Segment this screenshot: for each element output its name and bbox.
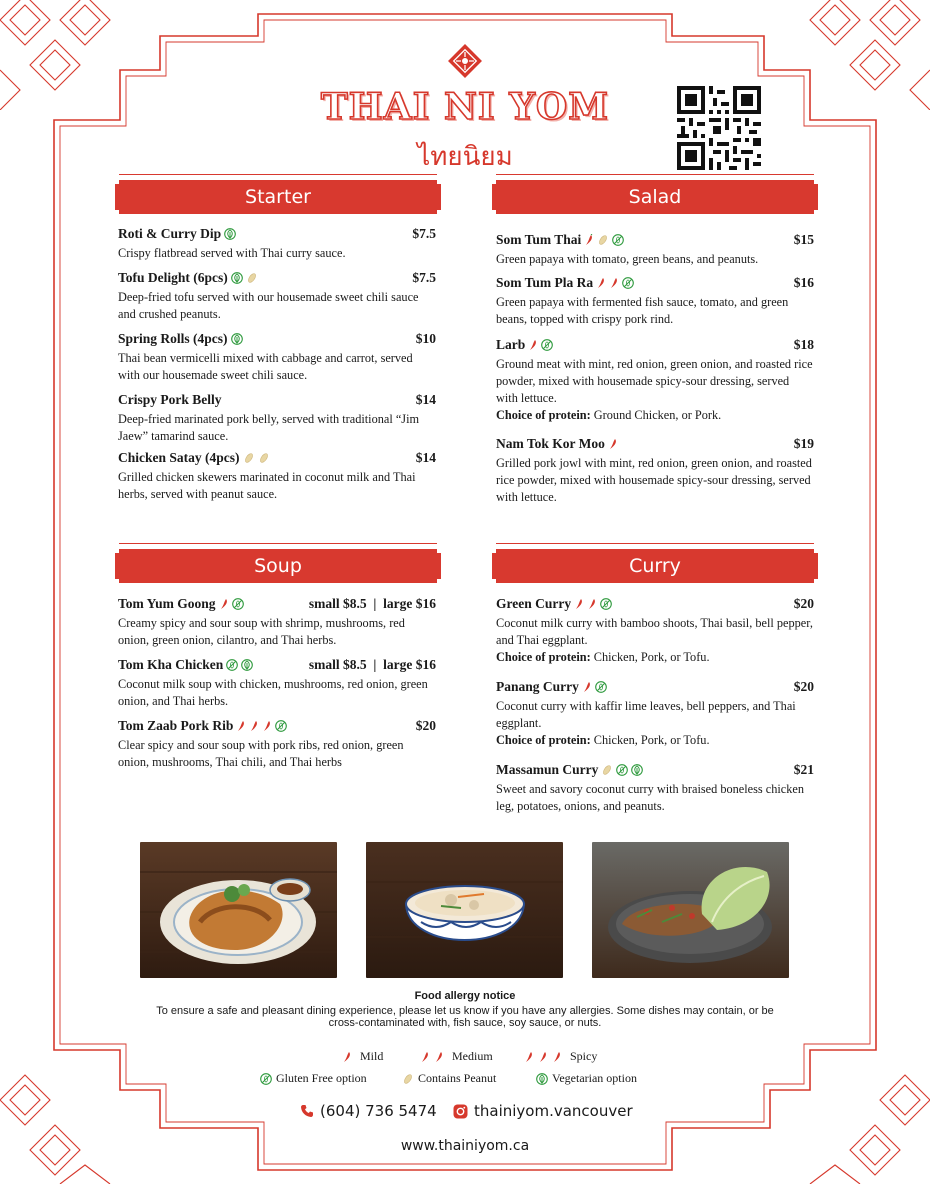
peanut-icon bbox=[258, 452, 270, 464]
chili-icon bbox=[236, 720, 246, 732]
menu-item bbox=[118, 656, 436, 710]
item-name: Tom Zaab Pork Rib bbox=[118, 718, 234, 733]
item-description: Crispy flatbread served with Thai curry sauce. bbox=[118, 246, 346, 260]
menu-item bbox=[118, 269, 436, 323]
item-price: $20 bbox=[415, 718, 436, 733]
chili-icon bbox=[219, 598, 229, 610]
item-description: Ground meat with mint, red onion, green onion, and roasted rice powder, mixed with housemade spicy-sour dressing, served with lettuce. bbox=[496, 357, 813, 405]
chili-icon bbox=[528, 339, 538, 351]
gluten-free-icon bbox=[612, 234, 624, 246]
food-photo-tom-kha-soup bbox=[366, 842, 563, 978]
instagram-handle: thainiyom.vancouver bbox=[474, 1102, 633, 1120]
vegetarian-icon bbox=[231, 333, 243, 345]
item-price: $16 bbox=[793, 275, 814, 290]
item-name: Tom Kha Chicken bbox=[118, 657, 224, 672]
item-price: $10 bbox=[415, 331, 436, 346]
gluten-free-icon bbox=[600, 598, 612, 610]
corner-ornament-bottom-left bbox=[0, 1070, 130, 1184]
vegetarian-icon bbox=[231, 272, 243, 284]
corner-ornament-top-left bbox=[0, 0, 130, 110]
item-description: Coconut curry with kaffir lime leaves, bell peppers, and Thai eggplant. bbox=[496, 699, 796, 730]
chili-icon bbox=[552, 1051, 562, 1063]
item-description: Clear spicy and sour soup with pork ribs, red onion, green onion, mushrooms, Thai chili, and Thai herbs bbox=[118, 738, 404, 769]
menu-item bbox=[496, 435, 814, 506]
item-name: Som Tum Pla Ra bbox=[496, 275, 594, 290]
peanut-icon bbox=[597, 234, 609, 246]
gluten-free-icon bbox=[616, 764, 628, 776]
chili-icon bbox=[582, 681, 592, 693]
item-name: Panang Curry bbox=[496, 679, 579, 694]
gluten-free-icon bbox=[260, 1073, 272, 1085]
item-price: $20 bbox=[793, 679, 814, 694]
legend-peanut: Contains Peanut bbox=[402, 1071, 496, 1086]
protein-choice: Choice of protein: Chicken, Pork, or Tofu. bbox=[496, 733, 710, 747]
item-description: Deep-fried marinated pork belly, served with traditional “Jim Jaew” tamarind sauce. bbox=[118, 412, 420, 443]
peanut-icon bbox=[402, 1073, 414, 1085]
item-name: Green Curry bbox=[496, 596, 572, 611]
gluten-free-icon bbox=[541, 339, 553, 351]
gluten-free-icon bbox=[226, 659, 238, 671]
item-name: Tofu Delight (6pcs) bbox=[118, 270, 228, 285]
website-link[interactable]: www.thainiyom.ca bbox=[400, 1138, 530, 1154]
menu-item bbox=[496, 274, 814, 328]
menu-item bbox=[496, 336, 814, 424]
chili-icon bbox=[574, 598, 584, 610]
item-price: $7.5 bbox=[412, 270, 436, 285]
gluten-free-icon bbox=[275, 720, 287, 732]
item-name: Nam Tok Kor Moo bbox=[496, 436, 605, 451]
phone-number: (604) 736 5474 bbox=[320, 1102, 437, 1120]
menu-item bbox=[118, 595, 436, 649]
phone-icon bbox=[300, 1104, 314, 1118]
vegetarian-icon bbox=[631, 764, 643, 776]
legend-vegetarian: Vegetarian option bbox=[536, 1071, 637, 1086]
section-header-soup: Soup bbox=[119, 549, 437, 583]
restaurant-name: THAI NI YOM bbox=[320, 86, 610, 128]
protein-choice: Choice of protein: Chicken, Pork, or Tofu. bbox=[496, 650, 710, 664]
peanut-icon bbox=[246, 272, 258, 284]
item-price: $15 bbox=[793, 232, 814, 247]
corner-ornament-bottom-right bbox=[790, 1070, 930, 1184]
chili-icon bbox=[609, 277, 619, 289]
chili-icon bbox=[584, 234, 594, 246]
allergy-notice-text: To ensure a safe and pleasant dining experience, please let us know if you have any allergies. Some dishes may contain, or be cross-contaminated with, fish sauce, soy sauce, or nuts. bbox=[156, 1005, 774, 1029]
chili-icon bbox=[420, 1051, 430, 1063]
chili-icon bbox=[596, 277, 606, 289]
item-price: $7.5 bbox=[412, 226, 436, 241]
vegetarian-icon bbox=[241, 659, 253, 671]
item-description: Grilled pork jowl with mint, red onion, green onion, and roasted rice powder, mixed with housemade spicy-sour dressing, served with lettuce. bbox=[496, 456, 812, 504]
item-description: Creamy spicy and sour soup with shrimp, mushrooms, red onion, green onion, cilantro, and Thai herbs. bbox=[118, 616, 405, 647]
menu-item bbox=[118, 225, 436, 262]
menu-item bbox=[118, 391, 436, 445]
chili-icon bbox=[587, 598, 597, 610]
item-name: Massamun Curry bbox=[496, 762, 599, 777]
item-description: Thai bean vermicelli mixed with cabbage and carrot, served with our housemade sweet chili sauce. bbox=[118, 351, 413, 382]
peanut-icon bbox=[243, 452, 255, 464]
food-photo-crispy-pork bbox=[140, 842, 337, 978]
section-header-salad: Salad bbox=[496, 180, 814, 214]
item-name: Crispy Pork Belly bbox=[118, 392, 222, 407]
item-description: Deep-fried tofu served with our housemade sweet chili sauce and crushed peanuts. bbox=[118, 290, 419, 321]
item-name: Tom Yum Goong bbox=[118, 596, 216, 611]
section-header-curry: Curry bbox=[496, 549, 814, 583]
item-price: $19 bbox=[793, 436, 814, 451]
item-description: Grilled chicken skewers marinated in coconut milk and Thai herbs, served with peanut sauce. bbox=[118, 470, 416, 501]
logo-mark bbox=[448, 44, 482, 78]
chili-icon bbox=[249, 720, 259, 732]
item-name: Chicken Satay (4pcs) bbox=[118, 450, 240, 465]
gluten-free-icon bbox=[622, 277, 634, 289]
legend-medium: Medium bbox=[420, 1049, 493, 1064]
menu-item bbox=[496, 761, 814, 815]
item-name: Larb bbox=[496, 337, 526, 352]
item-price: $20 bbox=[793, 596, 814, 611]
item-price: small $8.5 | large $16 bbox=[308, 657, 436, 672]
chili-icon bbox=[262, 720, 272, 732]
item-name: Spring Rolls (4pcs) bbox=[118, 331, 228, 346]
vegetarian-icon bbox=[536, 1073, 548, 1085]
item-description: Sweet and savory coconut curry with braised boneless chicken leg, potatoes, onions, and peanuts. bbox=[496, 782, 805, 813]
vegetarian-icon bbox=[224, 228, 236, 240]
item-price: $18 bbox=[793, 337, 814, 352]
peanut-icon bbox=[601, 764, 613, 776]
legend-spicy: Spicy bbox=[524, 1049, 597, 1064]
chili-icon bbox=[538, 1051, 548, 1063]
chili-icon bbox=[524, 1051, 534, 1063]
item-description: Coconut milk soup with chicken, mushrooms, red onion, green onion, and Thai herbs. bbox=[118, 677, 428, 708]
item-description: Coconut milk curry with bamboo shoots, Thai basil, bell pepper, and Thai eggplant. bbox=[496, 616, 813, 647]
legend-mild: Mild bbox=[342, 1049, 383, 1064]
instagram-icon bbox=[453, 1104, 468, 1119]
menu-item bbox=[118, 449, 436, 503]
item-description: Green papaya with tomato, green beans, and peanuts. bbox=[496, 252, 759, 266]
section-header-starter: Starter bbox=[119, 180, 437, 214]
menu-item bbox=[496, 231, 814, 268]
chili-icon bbox=[342, 1051, 352, 1063]
legend-gluten-free: Gluten Free option bbox=[260, 1071, 367, 1086]
item-price: small $8.5 | large $16 bbox=[308, 596, 436, 611]
qr-code[interactable] bbox=[677, 86, 761, 170]
item-price: $14 bbox=[415, 450, 436, 465]
gluten-free-icon bbox=[595, 681, 607, 693]
protein-choice: Choice of protein: Ground Chicken, or Pork. bbox=[496, 408, 722, 422]
menu-item bbox=[496, 678, 814, 749]
item-description: Green papaya with fermented fish sauce, tomato, and green beans, topped with crispy pork rind. bbox=[496, 295, 789, 326]
food-photo-larb-salad bbox=[592, 842, 789, 978]
item-name: Roti & Curry Dip bbox=[118, 226, 222, 241]
allergy-notice-title: Food allergy notice bbox=[414, 990, 516, 1002]
instagram-contact[interactable] bbox=[453, 1102, 633, 1120]
restaurant-name-thai: ไทยนิยม bbox=[417, 142, 513, 172]
phone-contact[interactable] bbox=[300, 1102, 437, 1120]
item-name: Som Tum Thai bbox=[496, 232, 582, 247]
corner-ornament-top-right bbox=[790, 0, 930, 110]
gluten-free-icon bbox=[232, 598, 244, 610]
menu-item bbox=[118, 330, 436, 384]
item-price: $14 bbox=[415, 392, 436, 407]
item-price: $21 bbox=[793, 762, 814, 777]
menu-item bbox=[118, 717, 436, 771]
chili-icon bbox=[608, 438, 618, 450]
chili-icon bbox=[434, 1051, 444, 1063]
menu-item bbox=[496, 595, 814, 666]
